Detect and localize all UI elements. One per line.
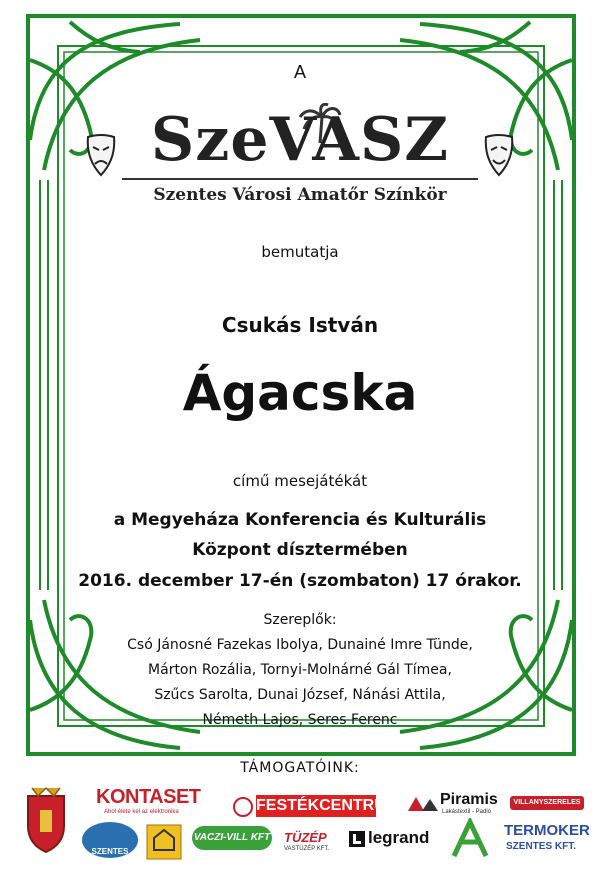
festekcentrum-logo: FESTÉKCENTRUM <box>256 795 376 817</box>
termoker-logo: TERMOKER <box>504 822 590 839</box>
genre-text: című mesejátékát <box>232 472 368 490</box>
presents-text: bemutatja <box>261 243 339 261</box>
play-title: Ágacska <box>182 364 418 422</box>
festek-circle-icon <box>232 796 254 818</box>
intro-preposition: A <box>293 62 306 82</box>
kontaset-logo: KONTASET <box>96 786 201 808</box>
legrand-logo: legrand <box>368 828 430 847</box>
house-logo-icon <box>146 824 182 860</box>
legrand-mark-icon <box>348 830 366 848</box>
theatre-logo <box>84 105 516 215</box>
villanyszereles-logo: VILLANYSZERELES <box>510 796 584 810</box>
venue-line-2: Központ dísztermében <box>192 540 408 560</box>
event-date: 2016. december 17-én (szombaton) 17 órakor. <box>78 571 522 591</box>
piramis-tagline: Lakástextil - Padló <box>442 809 492 815</box>
coat-of-arms-icon <box>20 786 72 856</box>
tuzep-tagline: VASTÜZÉP KFT. <box>284 846 330 852</box>
cast-line: Szűcs Sarolta, Dunai József, Nánási Attila, <box>154 687 446 703</box>
cast-line: Csó Jánosné Fazekas Ibolya, Dunainé Imre Tünde, <box>127 637 473 653</box>
cast-heading: Szereplők: <box>263 612 337 628</box>
vaczi-vill-logo: VACZI-VILL KFT <box>192 826 272 850</box>
sponsors-heading: TÁMOGATÓINK: <box>240 760 360 776</box>
tuzep-logo: TÜZÉP <box>284 830 327 845</box>
piramis-mark-icon <box>406 793 440 813</box>
cast-line: Márton Rozália, Tornyi-Molnárné Gál Tímea, <box>148 662 452 678</box>
szentes-badge-logo: SZENTES <box>82 822 138 858</box>
logo-subtitle: Szentes Városi Amatőr Színkör <box>153 185 447 205</box>
logo-name: SzeVASZ <box>150 105 450 175</box>
piramis-logo: Piramis <box>440 791 498 808</box>
logo-divider <box>122 178 478 180</box>
termoker-tagline: SZENTES KFT. <box>506 841 577 852</box>
kontaset-tagline: Ahol élete kel az elektronika <box>104 809 179 815</box>
cast-line: Németh Lajos, Seres Ferenc <box>202 712 398 728</box>
author-name: Csukás István <box>221 313 379 337</box>
venue-line-1: a Megyeháza Konferencia és Kulturális <box>113 510 487 530</box>
green-a-logo-icon <box>450 818 490 860</box>
